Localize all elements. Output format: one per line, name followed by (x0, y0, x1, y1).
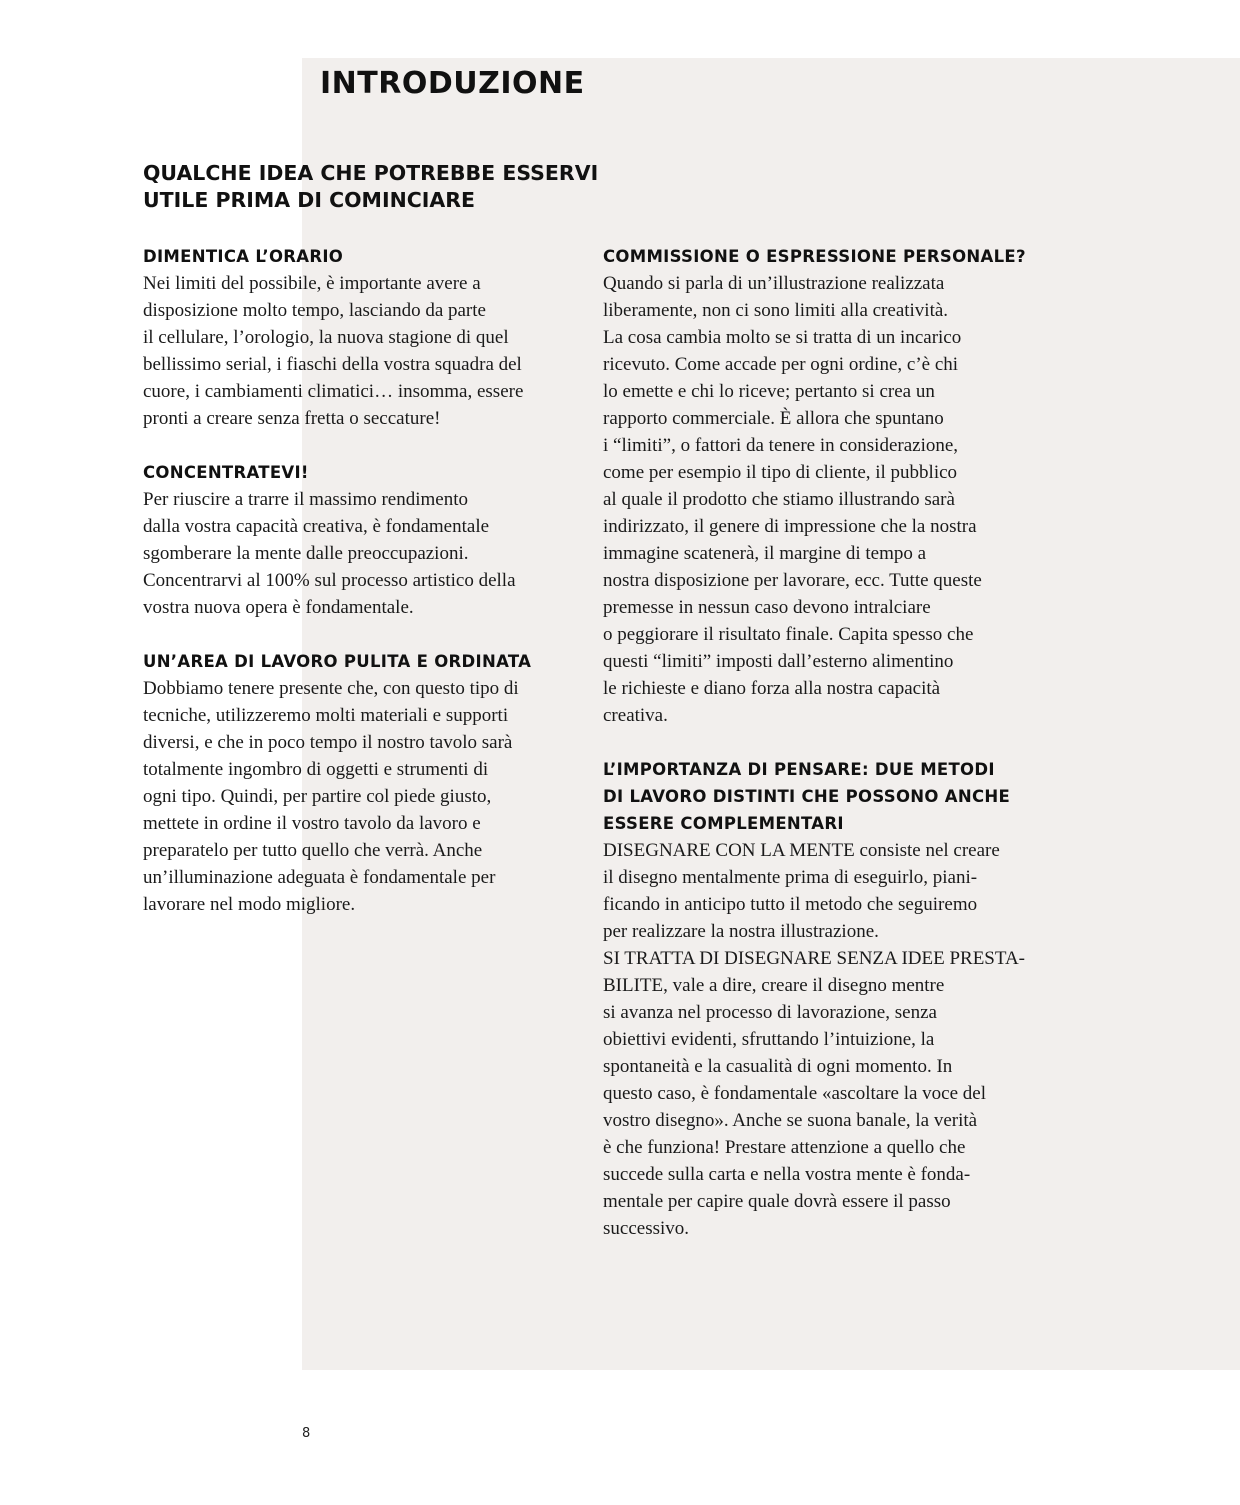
text-line: questi “limiti” imposti dall’esterno alimentino (603, 651, 954, 672)
block-importanza-di-pensare (603, 756, 1043, 1242)
text-line: mentale per capire quale dovrà essere il passo (603, 1191, 951, 1212)
left-column (143, 243, 583, 945)
text-line: obiettivi evidenti, sfruttando l’intuizione, la (603, 1029, 935, 1050)
text-line: diversi, e che in poco tempo il nostro tavolo sarà (143, 732, 513, 753)
text-line: disposizione molto tempo, lasciando da parte (143, 300, 486, 321)
block-concentratevi (143, 459, 583, 621)
text-line: le richieste e diano forza alla nostra capacità (603, 678, 941, 699)
section-title (143, 160, 643, 214)
text-line: questo caso, è fondamentale «ascoltare la voce del (603, 1083, 986, 1104)
block-area-di-lavoro (143, 648, 583, 918)
text-line: il cellulare, l’orologio, la nuova stagione di quel (143, 327, 509, 348)
block-text (143, 675, 583, 918)
text-line: liberamente, non ci sono limiti alla creatività. (603, 300, 949, 321)
text-line: dalla vostra capacità creativa, è fondamentale (143, 516, 490, 537)
page-title: INTRODUZIONE (320, 66, 585, 101)
text-line: per realizzare la nostra illustrazione. (603, 921, 879, 942)
text-line: Per riuscire a trarre il massimo rendimento (143, 489, 469, 510)
heading-line: COMMISSIONE O ESPRESSIONE PERSONALE? (603, 247, 1026, 266)
heading-line: CONCENTRATEVI! (143, 463, 309, 482)
text-line: succede sulla carta e nella vostra mente è fonda- (603, 1164, 971, 1185)
text-line: tecniche, utilizzeremo molti materiali e supporti (143, 705, 509, 726)
heading-line: UN’AREA DI LAVORO PULITA E ORDINATA (143, 652, 532, 671)
heading-line: DI LAVORO DISTINTI CHE POSSONO ANCHE (603, 787, 1011, 806)
text-line: come per esempio il tipo di cliente, il pubblico (603, 462, 958, 483)
text-line: SI TRATTA DI DISEGNARE SENZA IDEE PRESTA- (603, 948, 1025, 969)
text-line: ficando in anticipo tutto il metodo che seguiremo (603, 894, 978, 915)
block-text (603, 270, 1043, 729)
text-line: vostra nuova opera è fondamentale. (143, 597, 414, 618)
block-text (603, 837, 1043, 1242)
text-line: si avanza nel processo di lavorazione, senza (603, 1002, 937, 1023)
text-line: Nei limiti del possibile, è importante avere a (143, 273, 481, 294)
block-heading (603, 756, 1043, 837)
text-line: Quando si parla di un’illustrazione realizzata (603, 273, 945, 294)
text-line: il disegno mentalmente prima di eseguirlo, piani- (603, 867, 978, 888)
block-commissione (603, 243, 1043, 729)
text-line: creativa. (603, 705, 668, 726)
text-line: totalmente ingombro di oggetti e strumenti di (143, 759, 489, 780)
text-line: cuore, i cambiamenti climatici… insomma, essere (143, 381, 524, 402)
page-number: 8 (302, 1426, 311, 1441)
block-heading (143, 648, 583, 675)
text-line: al quale il prodotto che stiamo illustrando sarà (603, 489, 955, 510)
text-line: i “limiti”, o fattori da tenere in considerazione, (603, 435, 959, 456)
block-text (143, 270, 583, 432)
text-line: BILITE, vale a dire, creare il disegno mentre (603, 975, 945, 996)
text-line: Concentrarvi al 100% sul processo artistico della (143, 570, 516, 591)
text-line: un’illuminazione adeguata è fondamentale per (143, 867, 496, 888)
text-line: spontaneità e la casualità di ogni momento. In (603, 1056, 953, 1077)
text-line: preparatelo per tutto quello che verrà. Anche (143, 840, 483, 861)
text-line: vostro disegno». Anche se suona banale, la verità (603, 1110, 978, 1131)
section-title-line: QUALCHE IDEA CHE POTREBBE ESSERVI (143, 161, 599, 185)
heading-line: DIMENTICA L’ORARIO (143, 247, 344, 266)
text-line: successivo. (603, 1218, 690, 1239)
text-line: DISEGNARE CON LA MENTE consiste nel creare (603, 840, 1000, 861)
text-line: La cosa cambia molto se si tratta di un incarico (603, 327, 962, 348)
text-line: rapporto commerciale. È allora che spuntano (603, 408, 944, 429)
heading-line: ESSERE COMPLEMENTARI (603, 814, 844, 833)
text-line: nostra disposizione per lavorare, ecc. Tutte queste (603, 570, 982, 591)
block-text (143, 486, 583, 621)
text-line: bellissimo serial, i fiaschi della vostra squadra del (143, 354, 522, 375)
text-line: immagine scatenerà, il margine di tempo a (603, 543, 927, 564)
block-heading (143, 243, 583, 270)
text-line: indirizzato, il genere di impressione che la nostra (603, 516, 977, 537)
text-line: pronti a creare senza fretta o seccature! (143, 408, 441, 429)
heading-line: L’IMPORTANZA DI PENSARE: DUE METODI (603, 760, 995, 779)
text-line: premesse in nessun caso devono intralciare (603, 597, 931, 618)
text-line: ogni tipo. Quindi, per partire col piede giusto, (143, 786, 492, 807)
text-line: ricevuto. Come accade per ogni ordine, c’è chi (603, 354, 959, 375)
text-line: sgomberare la mente dalle preoccupazioni. (143, 543, 469, 564)
block-heading (603, 243, 1043, 270)
block-dimentica-orario (143, 243, 583, 432)
section-title-line: UTILE PRIMA DI COMINCIARE (143, 188, 476, 212)
text-line: lavorare nel modo migliore. (143, 894, 356, 915)
text-line: è che funziona! Prestare attenzione a quello che (603, 1137, 966, 1158)
block-heading (143, 459, 583, 486)
text-line: lo emette e chi lo riceve; pertanto si crea un (603, 381, 935, 402)
right-column (603, 243, 1043, 1269)
text-line: mettete in ordine il vostro tavolo da lavoro e (143, 813, 481, 834)
text-line: Dobbiamo tenere presente che, con questo tipo di (143, 678, 519, 699)
text-line: o peggiorare il risultato finale. Capita spesso che (603, 624, 974, 645)
